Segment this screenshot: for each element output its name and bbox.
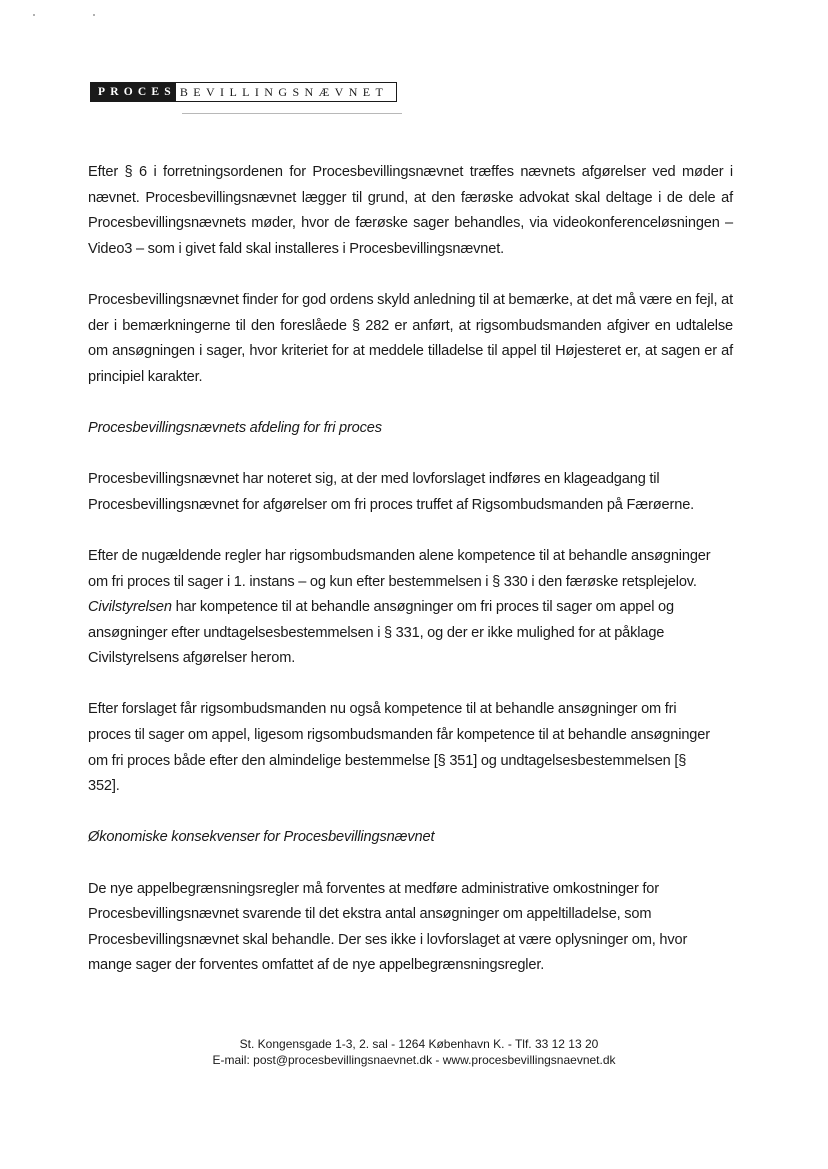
text-line: Procesbevillingsnævnet for afgørelser om fri proces truffet af Rigsombudsmanden på Færøerne. xyxy=(88,496,695,513)
text-line: har kompetence til at behandle ansøgninger om fri proces til sager om appel og xyxy=(171,599,674,616)
text-line: mange sager der forventes omfattet af de nye appelbegrænsningsregler. xyxy=(88,957,545,974)
paragraph-meetings: Efter § 6 i forretningsordenen for Procesbevillingsnævnet træffes nævnets afgørelser ved møder i nævnet. Procesbevillingsnævnet lægger til grund, at den færøske advokat skal deltage i de dele af Procesbevillingsnævnets møder, hvor de færøske sager behandles, via videokonferenceløsningen – Video3 – som i givet fald skal installeres i Procesbevillingsnævnet. xyxy=(88,164,733,257)
page-footer xyxy=(0,1036,828,1068)
text-line: De nye appelbegrænsningsregler må forventes at medføre administrative omkostninger for xyxy=(88,880,659,897)
scan-speck xyxy=(93,14,95,16)
footer-address: St. Kongensgade 1-3, 2. sal - 1264 København K. - Tlf. 33 12 13 20 xyxy=(239,1037,599,1051)
text-line: ansøgninger efter undtagelsesbestemmelsen i § 331, og der er ikke mulighed for at påklage xyxy=(88,624,665,641)
text-line: Efter forslaget får rigsombudsmanden nu også kompetence til at behandle ansøgninger om fri xyxy=(88,701,677,718)
text-line: Procesbevillingsnævnet har noteret sig, at der med lovforslaget indføres en klageadgang til xyxy=(88,471,660,488)
paragraph-current-rules xyxy=(88,544,733,672)
logo-part-proces: PROCES xyxy=(90,82,176,102)
text-line: om fri proces til sager i 1. instans – og kun efter bestemmelsen i § 330 i den færøske retsplejelov. xyxy=(88,573,697,590)
paragraph-klageadgang xyxy=(88,467,733,518)
logo-part-bevillingsnaevnet: BEVILLINGSNÆVNET xyxy=(176,82,397,102)
paragraph-proposal xyxy=(88,697,733,799)
text-line: om fri proces både efter den almindelige bestemmelse [§ 351] og undtagelsesbestemmelsen [§ xyxy=(88,752,687,769)
letterhead-rule xyxy=(182,113,402,114)
text-line: Procesbevillingsnævnet skal behandle. Der ses ikke i lovforslaget at være oplysninger om, hvor xyxy=(88,931,688,948)
section-heading-economic: Økonomiske konsekvenser for Procesbevillingsnævnet xyxy=(88,829,435,846)
section-heading-fri-proces: Procesbevillingsnævnets afdeling for fri proces xyxy=(88,419,382,436)
text-line: proces til sager om appel, ligesom rigsombudsmanden får kompetence til at behandle ansøgninger xyxy=(88,727,710,744)
text-line: 352]. xyxy=(88,778,120,795)
document-body xyxy=(88,160,733,979)
text-line: Civilstyrelsens afgørelser herom. xyxy=(88,650,296,667)
italic-term-civilstyrelsen: Civilstyrelsen xyxy=(88,599,172,616)
paragraph-costs xyxy=(88,877,733,979)
paragraph-remark-282: Procesbevillingsnævnet finder for god ordens skyld anledning til at bemærke, at det må være en fejl, at der i bemærkningerne til den foreslåede § 282 er anført, at rigsombudsmanden afgiver en udtalelse om ansøgningen i sager, hvor kriteriet for at meddele tilladelse til appel til Højesteret er, at sagen er af principiel karakter. xyxy=(88,291,733,385)
text-line: Procesbevillingsnævnet svarende til det ekstra antal ansøgninger om appeltilladelse, som xyxy=(88,906,652,923)
footer-contact: E-mail: post@procesbevillingsnaevnet.dk - www.procesbevillingsnaevnet.dk xyxy=(212,1053,616,1067)
scan-speck xyxy=(33,14,35,16)
text-line: Efter de nugældende regler har rigsombudsmanden alene kompetence til at behandle ansøgninger xyxy=(88,547,711,564)
letterhead-logo xyxy=(90,82,397,102)
